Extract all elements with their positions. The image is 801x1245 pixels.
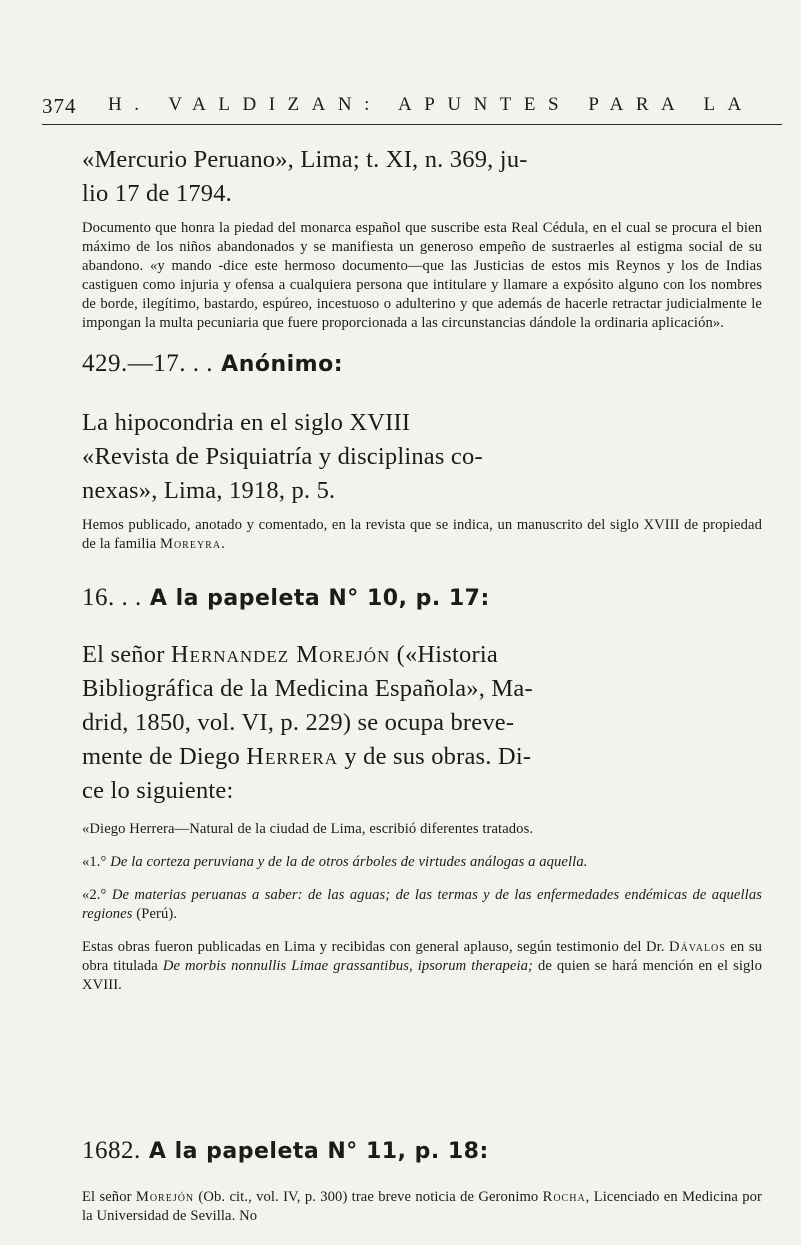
text-fragment: El señor bbox=[82, 641, 171, 668]
quote-paragraph: «Diego Herrera—Natural de la ciudad de Lima, escribió diferentes tratados. bbox=[82, 821, 534, 837]
text-line bbox=[82, 740, 762, 774]
text-line: Bibliográfica de la Medicina Española», Ma- bbox=[82, 675, 533, 702]
list-item bbox=[82, 886, 762, 924]
text-fragment: , Licenciado en Medicina por la Universidad de Sevilla. No bbox=[82, 1189, 762, 1224]
entry-quote-16 bbox=[82, 820, 762, 995]
author-name: Hernandez Morejón bbox=[170, 641, 391, 668]
author-name: Rocha bbox=[542, 1189, 586, 1205]
entry-heading-1682 bbox=[82, 1137, 489, 1165]
entry-label: Anónimo: bbox=[221, 352, 344, 377]
text-fragment: mente de Diego bbox=[82, 743, 247, 770]
text-line bbox=[82, 638, 762, 672]
text-fragment: El señor bbox=[82, 1189, 136, 1205]
citation-mercurio bbox=[82, 143, 762, 211]
item-number: «1.° bbox=[82, 854, 107, 870]
entry-body-text bbox=[82, 219, 762, 333]
text-fragment: (Ob. cit., vol. IV, p. 300) trae breve noticia de Geronimo bbox=[194, 1189, 543, 1205]
entry-label: A la papeleta N° 11, p. 18: bbox=[148, 1139, 489, 1164]
note-paragraph bbox=[82, 516, 762, 554]
entry-heading-16 bbox=[82, 584, 490, 612]
text-fragment: y de sus obras. Di- bbox=[338, 743, 532, 770]
entry-number: 16. . . bbox=[82, 584, 142, 611]
item-text: De la corteza peruviana y de la de otros árboles de virtudes análogas a aquella. bbox=[110, 854, 588, 870]
text-line: ce lo siguiente: bbox=[82, 777, 234, 804]
page-number: 374 bbox=[42, 94, 77, 118]
body-paragraph: Documento que honra la piedad del monarca español que suscribe esta Real Cédula, en el cual se procura el bien máximo de los niños abandonados y se manifiesta un generoso empeño de sustraerles al estigma social de su abandono. «y mando -dice este hermoso documento—que las Justicias de estos mis Reynos y los de Indias castiguen como injuria y ofensa a cualquiera persona que intitulare y llamare a expósito alguno con los nombres de borde, ilegítimo, bastardo, espúreo, incestuoso o adulterino y que además de hacerle retractar judicialmente le impongan la multa pecuniaria que fuere proporcionada a las circunstancias dándole la ordinaria aplicación». bbox=[82, 220, 762, 331]
entry-heading-429 bbox=[82, 350, 343, 378]
entry-title-429 bbox=[82, 406, 762, 508]
text-fragment: de quien se hará mención en el siglo XVIII. bbox=[82, 958, 762, 993]
running-title: H. VALDIZAN: APUNTES PARA LA bbox=[108, 94, 754, 115]
entry-text-1682 bbox=[82, 1188, 762, 1226]
entry-number: 1682. bbox=[82, 1137, 141, 1164]
text-fragment: Estas obras fueron publicadas en Lima y recibidas con general aplauso, según testimonio del Dr. bbox=[82, 939, 670, 955]
title-line: nexas», Lima, 1918, p. 5. bbox=[82, 477, 336, 504]
page-header bbox=[42, 94, 792, 130]
list-item bbox=[82, 853, 762, 872]
entry-label: A la papeleta N° 10, p. 17: bbox=[149, 586, 490, 611]
text-fragment: («Historia bbox=[390, 641, 498, 668]
author-name: Dávalos bbox=[669, 939, 726, 955]
item-number: «2.° bbox=[82, 887, 107, 903]
text-fragment: en su obra titulada bbox=[82, 939, 762, 974]
text-line: drid, 1850, vol. VI, p. 229) se ocupa breve- bbox=[82, 709, 515, 736]
entry-text-16 bbox=[82, 638, 762, 808]
note-punct: . bbox=[221, 536, 225, 552]
text-paragraph bbox=[82, 1188, 762, 1226]
entry-note-429 bbox=[82, 516, 762, 554]
publication-paragraph bbox=[82, 938, 762, 995]
citation-line: «Mercurio Peruano», Lima; t. XI, n. 369, ju- bbox=[82, 146, 528, 173]
title-line: La hipocondria en el siglo XVIII bbox=[82, 409, 411, 436]
item-text: De materias peruanas a saber: de las aguas; de las termas y de las enfermedades endémicas de aquellas regiones bbox=[82, 887, 762, 922]
header-rule bbox=[42, 124, 782, 125]
item-tail: (Perú). bbox=[132, 906, 178, 922]
citation-line: lio 17 de 1794. bbox=[82, 180, 232, 207]
work-title: De morbis nonnullis Limae grassantibus, ipsorum therapeia; bbox=[162, 958, 534, 974]
author-name: Herrera bbox=[246, 743, 339, 770]
note-text: Hemos publicado, anotado y comentado, en la revista que se indica, un manuscrito del siglo XVIII de propiedad de la familia bbox=[82, 517, 762, 552]
family-name: Moreyra bbox=[159, 536, 222, 552]
title-line: «Revista de Psiquiatría y disciplinas co- bbox=[82, 443, 483, 470]
entry-number: 429.—17. . . bbox=[82, 350, 213, 377]
author-name: Morejón bbox=[135, 1189, 195, 1205]
